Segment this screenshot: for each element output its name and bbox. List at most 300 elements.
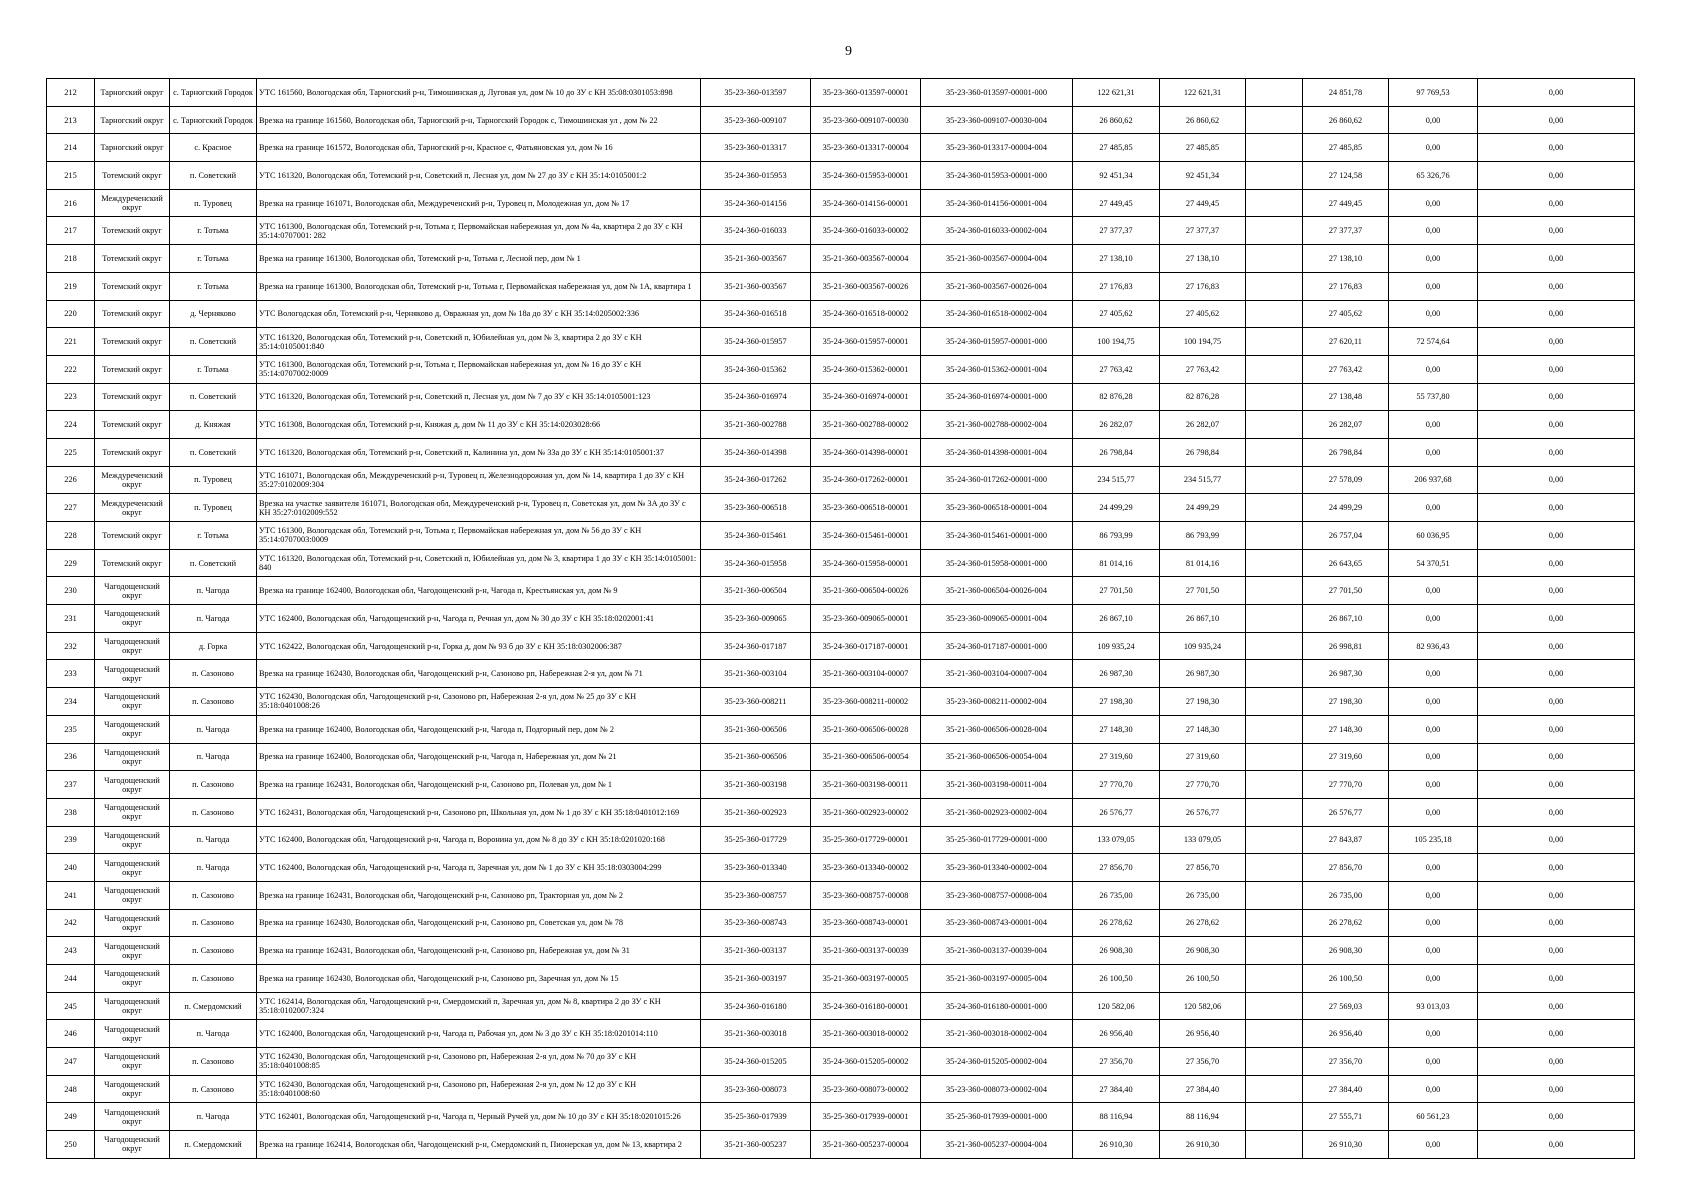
full-code-cell: 35-21-360-003567-00004-004 (921, 245, 1073, 273)
connection-address-cell: Врезка на участке заявителя 161071, Вологодская обл, Междуреченский р-н, Туровец п, Советская ул, дом № 3А до ЗУ с КН 35:27:0102009:552 (257, 494, 701, 522)
connection-address-cell: УТС 162400, Вологодская обл, Чагодощенский р-н, Чагода п, Речная ул, дом № 30 до ЗУ с КН 35:18:0202001:41 (257, 605, 701, 633)
object-code-cell: 35-23-360-008743 (701, 909, 811, 937)
object-code-cell: 35-21-360-002788 (701, 411, 811, 439)
empty-column-cell (1246, 245, 1303, 273)
municipal-district-cell: Чагодощенский округ (95, 1048, 170, 1076)
amount-part-2-cell: 0,00 (1389, 715, 1478, 743)
empty-column-cell (1246, 300, 1303, 328)
row-number-cell: 239 (47, 826, 95, 854)
amount-part-1-cell: 27 176,83 (1303, 272, 1389, 300)
connection-address-cell: УТС 162400, Вологодская обл, Чагодощенский р-н, Чагода п, Рабочая ул, дом № 3 до ЗУ с КН 35:18:0201014:110 (257, 1020, 701, 1048)
empty-column-cell (1246, 466, 1303, 494)
full-code-cell: 35-23-360-013597-00001-000 (921, 79, 1073, 107)
point-code-cell: 35-21-360-003137-00039 (811, 937, 921, 965)
amount-part-2-cell: 60 036,95 (1389, 522, 1478, 550)
amount-with-vat-cell: 26 860,62 (1160, 106, 1246, 134)
connection-address-cell: УТС 161320, Вологодская обл, Тотемский р-н, Советский п, Юбилейная ул, дом № 3, квартира 2 до ЗУ с КН 35:14:0105001:840 (257, 328, 701, 356)
row-number-cell: 233 (47, 660, 95, 688)
row-number-cell: 238 (47, 798, 95, 826)
municipal-district-cell: Тотемский округ (95, 272, 170, 300)
amount-part-1-cell: 27 124,58 (1303, 162, 1389, 190)
amount-part-2-cell: 0,00 (1389, 438, 1478, 466)
full-code-cell: 35-23-360-008073-00002-004 (921, 1075, 1073, 1103)
table-row (47, 494, 1635, 522)
total-amount-cell: 100 194,75 (1073, 328, 1160, 356)
connection-address-cell: Врезка на границе 162430, Вологодская обл, Чагодощенский р-н, Сазоново рп, Советская ул, дом № 78 (257, 909, 701, 937)
zero-amount-cell: 0,00 (1478, 715, 1635, 743)
point-code-cell: 35-24-360-016518-00002 (811, 300, 921, 328)
amount-with-vat-cell: 26 867,10 (1160, 605, 1246, 633)
connection-address-cell: УТС 161320, Вологодская обл, Тотемский р-н, Советский п, Лесная ул, дом № 27 до ЗУ с КН 35:14:0105001:2 (257, 162, 701, 190)
empty-column-cell (1246, 660, 1303, 688)
full-code-cell: 35-25-360-017729-00001-000 (921, 826, 1073, 854)
settlement-cell: п. Сазоново (170, 881, 257, 909)
amount-part-1-cell: 27 138,10 (1303, 245, 1389, 273)
empty-column-cell (1246, 771, 1303, 799)
settlement-cell: п. Сазоново (170, 771, 257, 799)
full-code-cell: 35-21-360-006504-00026-004 (921, 577, 1073, 605)
table-row (47, 688, 1635, 716)
point-code-cell: 35-24-360-017187-00001 (811, 632, 921, 660)
municipal-district-cell: Чагодощенский округ (95, 577, 170, 605)
row-number-cell: 212 (47, 79, 95, 107)
object-code-cell: 35-23-360-008073 (701, 1075, 811, 1103)
object-code-cell: 35-24-360-015958 (701, 549, 811, 577)
table-row (47, 660, 1635, 688)
object-code-cell: 35-21-360-003018 (701, 1020, 811, 1048)
full-code-cell: 35-24-360-014156-00001-004 (921, 189, 1073, 217)
amount-with-vat-cell: 26 956,40 (1160, 1020, 1246, 1048)
object-code-cell: 35-24-360-016180 (701, 992, 811, 1020)
row-number-cell: 217 (47, 217, 95, 245)
empty-column-cell (1246, 715, 1303, 743)
municipal-district-cell: Чагодощенский округ (95, 688, 170, 716)
object-code-cell: 35-21-360-006506 (701, 743, 811, 771)
full-code-cell: 35-21-360-006506-00054-004 (921, 743, 1073, 771)
point-code-cell: 35-23-360-013340-00002 (811, 854, 921, 882)
amount-part-1-cell: 27 555,71 (1303, 1103, 1389, 1131)
settlement-cell: п. Советский (170, 328, 257, 356)
zero-amount-cell: 0,00 (1478, 965, 1635, 993)
full-code-cell: 35-21-360-003018-00002-004 (921, 1020, 1073, 1048)
amount-part-1-cell: 26 956,40 (1303, 1020, 1389, 1048)
table-row (47, 992, 1635, 1020)
settlement-cell: п. Туровец (170, 189, 257, 217)
row-number-cell: 249 (47, 1103, 95, 1131)
connection-address-cell: УТС 161300, Вологодская обл, Тотемский р-н, Тотьма г, Первомайская набережная ул, дом № 16 до ЗУ с КН 35:14:0707002:0009 (257, 355, 701, 383)
row-number-cell: 242 (47, 909, 95, 937)
empty-column-cell (1246, 798, 1303, 826)
point-code-cell: 35-24-360-014398-00001 (811, 438, 921, 466)
row-number-cell: 214 (47, 134, 95, 162)
amount-with-vat-cell: 27 356,70 (1160, 1048, 1246, 1076)
amount-with-vat-cell: 27 138,10 (1160, 245, 1246, 273)
row-number-cell: 232 (47, 632, 95, 660)
amount-part-2-cell: 0,00 (1389, 355, 1478, 383)
municipal-district-cell: Тотемский округ (95, 217, 170, 245)
amount-part-2-cell: 0,00 (1389, 1075, 1478, 1103)
municipal-district-cell: Междуреченский округ (95, 494, 170, 522)
amount-with-vat-cell: 26 910,30 (1160, 1131, 1246, 1159)
object-code-cell: 35-23-360-013597 (701, 79, 811, 107)
total-amount-cell: 27 770,70 (1073, 771, 1160, 799)
connection-address-cell: УТС Вологодская обл, Тотемский р-н, Черняково д, Овражная ул, дом № 18а до ЗУ с КН 35:14:0205002:336 (257, 300, 701, 328)
empty-column-cell (1246, 438, 1303, 466)
total-amount-cell: 234 515,77 (1073, 466, 1160, 494)
table-row (47, 134, 1635, 162)
object-code-cell: 35-24-360-014156 (701, 189, 811, 217)
table-row (47, 909, 1635, 937)
settlement-cell: п. Сазоново (170, 965, 257, 993)
settlement-cell: д. Княжая (170, 411, 257, 439)
empty-column-cell (1246, 632, 1303, 660)
municipal-district-cell: Тотемский округ (95, 549, 170, 577)
table-row (47, 854, 1635, 882)
municipal-district-cell: Тотемский округ (95, 438, 170, 466)
row-number-cell: 220 (47, 300, 95, 328)
total-amount-cell: 27 356,70 (1073, 1048, 1160, 1076)
table-row (47, 300, 1635, 328)
total-amount-cell: 122 621,31 (1073, 79, 1160, 107)
empty-column-cell (1246, 355, 1303, 383)
amount-with-vat-cell: 27 319,60 (1160, 743, 1246, 771)
total-amount-cell: 92 451,34 (1073, 162, 1160, 190)
connection-address-cell: Врезка на границе 162414, Вологодская обл, Чагодощенский р-н, Смердомский п, Пионерская ул, дом № 13, квартира 2 (257, 1131, 701, 1159)
municipal-district-cell: Тотемский округ (95, 355, 170, 383)
amount-part-1-cell: 27 856,70 (1303, 854, 1389, 882)
total-amount-cell: 27 701,50 (1073, 577, 1160, 605)
amount-part-2-cell: 0,00 (1389, 411, 1478, 439)
settlement-cell: п. Сазоново (170, 688, 257, 716)
municipal-district-cell: Междуреченский округ (95, 189, 170, 217)
total-amount-cell: 26 576,77 (1073, 798, 1160, 826)
object-code-cell: 35-25-360-017729 (701, 826, 811, 854)
settlement-cell: г. Тотьма (170, 217, 257, 245)
point-code-cell: 35-24-360-017262-00001 (811, 466, 921, 494)
row-number-cell: 230 (47, 577, 95, 605)
object-code-cell: 35-23-360-009107 (701, 106, 811, 134)
settlement-cell: п. Туровец (170, 494, 257, 522)
settlement-cell: п. Сазоново (170, 1048, 257, 1076)
amount-part-2-cell: 93 013,03 (1389, 992, 1478, 1020)
total-amount-cell: 26 100,50 (1073, 965, 1160, 993)
object-code-cell: 35-23-360-006518 (701, 494, 811, 522)
settlement-cell: п. Смердомский (170, 992, 257, 1020)
municipal-district-cell: Тарногский округ (95, 134, 170, 162)
connection-address-cell: УТС 161320, Вологодская обл, Тотемский р-н, Советский п, Лесная ул, дом № 7 до ЗУ с КН 35:14:0105001:123 (257, 383, 701, 411)
total-amount-cell: 26 282,07 (1073, 411, 1160, 439)
municipal-district-cell: Чагодощенский округ (95, 605, 170, 633)
row-number-cell: 236 (47, 743, 95, 771)
amount-part-2-cell: 0,00 (1389, 660, 1478, 688)
municipal-district-cell: Чагодощенский округ (95, 854, 170, 882)
total-amount-cell: 120 582,06 (1073, 992, 1160, 1020)
point-code-cell: 35-23-360-008211-00002 (811, 688, 921, 716)
full-code-cell: 35-23-360-008743-00001-004 (921, 909, 1073, 937)
table-row (47, 1020, 1635, 1048)
total-amount-cell: 27 176,83 (1073, 272, 1160, 300)
point-code-cell: 35-21-360-006504-00026 (811, 577, 921, 605)
total-amount-cell: 27 405,62 (1073, 300, 1160, 328)
empty-column-cell (1246, 522, 1303, 550)
zero-amount-cell: 0,00 (1478, 245, 1635, 273)
zero-amount-cell: 0,00 (1478, 466, 1635, 494)
object-code-cell: 35-24-360-015362 (701, 355, 811, 383)
zero-amount-cell: 0,00 (1478, 328, 1635, 356)
connection-address-cell: УТС 161320, Вологодская обл, Тотемский р-н, Советский п, Юбилейная ул, дом № 3, квартира 1 до ЗУ с КН 35:14:0105001: 840 (257, 549, 701, 577)
amount-with-vat-cell: 234 515,77 (1160, 466, 1246, 494)
municipal-district-cell: Тотемский округ (95, 522, 170, 550)
point-code-cell: 35-24-360-016033-00002 (811, 217, 921, 245)
amount-part-2-cell: 0,00 (1389, 245, 1478, 273)
amount-with-vat-cell: 109 935,24 (1160, 632, 1246, 660)
point-code-cell: 35-23-360-013317-00004 (811, 134, 921, 162)
zero-amount-cell: 0,00 (1478, 162, 1635, 190)
connection-address-cell: Врезка на границе 162431, Вологодская обл, Чагодощенский р-н, Сазоново рп, Полевая ул, дом № 1 (257, 771, 701, 799)
amount-with-vat-cell: 27 449,45 (1160, 189, 1246, 217)
table-row (47, 79, 1635, 107)
table-row (47, 577, 1635, 605)
table-row (47, 549, 1635, 577)
empty-column-cell (1246, 134, 1303, 162)
object-code-cell: 35-21-360-002923 (701, 798, 811, 826)
amount-part-2-cell: 0,00 (1389, 1131, 1478, 1159)
connection-address-cell: Врезка на границе 162431, Вологодская обл, Чагодощенский р-н, Сазоново рп, Тракторная ул, дом № 2 (257, 881, 701, 909)
full-code-cell: 35-24-360-016974-00001-000 (921, 383, 1073, 411)
object-code-cell: 35-24-360-015953 (701, 162, 811, 190)
settlement-cell: п. Чагода (170, 1020, 257, 1048)
amount-with-vat-cell: 26 908,30 (1160, 937, 1246, 965)
row-number-cell: 215 (47, 162, 95, 190)
amount-part-2-cell: 0,00 (1389, 1020, 1478, 1048)
zero-amount-cell: 0,00 (1478, 494, 1635, 522)
amount-with-vat-cell: 133 079,05 (1160, 826, 1246, 854)
settlement-cell: п. Советский (170, 549, 257, 577)
total-amount-cell: 27 148,30 (1073, 715, 1160, 743)
amount-part-2-cell: 0,00 (1389, 577, 1478, 605)
amount-part-1-cell: 24 499,29 (1303, 494, 1389, 522)
amount-part-1-cell: 26 278,62 (1303, 909, 1389, 937)
amount-with-vat-cell: 27 763,42 (1160, 355, 1246, 383)
connection-address-cell: УТС 162400, Вологодская обл, Чагодощенский р-н, Чагода п, Заречная ул, дом № 1 до ЗУ с КН 35:18:0303004:299 (257, 854, 701, 882)
zero-amount-cell: 0,00 (1478, 106, 1635, 134)
total-amount-cell: 27 377,37 (1073, 217, 1160, 245)
amount-part-2-cell: 0,00 (1389, 909, 1478, 937)
row-number-cell: 223 (47, 383, 95, 411)
full-code-cell: 35-24-360-015461-00001-000 (921, 522, 1073, 550)
amount-with-vat-cell: 86 793,99 (1160, 522, 1246, 550)
amount-with-vat-cell: 24 499,29 (1160, 494, 1246, 522)
full-code-cell: 35-24-360-015362-00001-004 (921, 355, 1073, 383)
object-code-cell: 35-24-360-015205 (701, 1048, 811, 1076)
row-number-cell: 231 (47, 605, 95, 633)
point-code-cell: 35-21-360-006506-00054 (811, 743, 921, 771)
point-code-cell: 35-24-360-014156-00001 (811, 189, 921, 217)
municipal-district-cell: Тотемский округ (95, 162, 170, 190)
amount-part-1-cell: 27 377,37 (1303, 217, 1389, 245)
connection-address-cell: Врезка на границе 161560, Вологодская обл, Тарногский р-н, Тарногский Городок с, Тимошинская ул , дом № 22 (257, 106, 701, 134)
full-code-cell: 35-21-360-003567-00026-004 (921, 272, 1073, 300)
table-row (47, 217, 1635, 245)
total-amount-cell: 26 956,40 (1073, 1020, 1160, 1048)
total-amount-cell: 26 908,30 (1073, 937, 1160, 965)
full-code-cell: 35-24-360-017187-00001-000 (921, 632, 1073, 660)
zero-amount-cell: 0,00 (1478, 549, 1635, 577)
point-code-cell: 35-24-360-016974-00001 (811, 383, 921, 411)
zero-amount-cell: 0,00 (1478, 826, 1635, 854)
settlement-cell: п. Сазоново (170, 1075, 257, 1103)
connection-address-cell: УТС 162422, Вологодская обл, Чагодощенский р-н, Горка д, дом № 93 б до ЗУ с КН 35:18:0302006:387 (257, 632, 701, 660)
municipal-district-cell: Междуреченский округ (95, 466, 170, 494)
empty-column-cell (1246, 1020, 1303, 1048)
point-code-cell: 35-25-360-017729-00001 (811, 826, 921, 854)
empty-column-cell (1246, 937, 1303, 965)
full-code-cell: 35-21-360-002788-00002-004 (921, 411, 1073, 439)
full-code-cell: 35-21-360-005237-00004-004 (921, 1131, 1073, 1159)
row-number-cell: 240 (47, 854, 95, 882)
point-code-cell: 35-23-360-008743-00001 (811, 909, 921, 937)
amount-with-vat-cell: 27 148,30 (1160, 715, 1246, 743)
amount-part-1-cell: 26 908,30 (1303, 937, 1389, 965)
settlement-cell: п. Советский (170, 438, 257, 466)
object-code-cell: 35-24-360-017262 (701, 466, 811, 494)
amount-with-vat-cell: 27 770,70 (1160, 771, 1246, 799)
zero-amount-cell: 0,00 (1478, 411, 1635, 439)
point-code-cell: 35-21-360-002923-00002 (811, 798, 921, 826)
zero-amount-cell: 0,00 (1478, 688, 1635, 716)
empty-column-cell (1246, 106, 1303, 134)
connection-address-cell: УТС 161300, Вологодская обл, Тотемский р-н, Тотьма г, Первомайская набережная ул, дом № 56 до ЗУ с КН 35:14:0707003:0009 (257, 522, 701, 550)
amount-with-vat-cell: 27 405,62 (1160, 300, 1246, 328)
amount-with-vat-cell: 26 576,77 (1160, 798, 1246, 826)
amount-part-1-cell: 26 998,81 (1303, 632, 1389, 660)
full-code-cell: 35-24-360-015205-00002-004 (921, 1048, 1073, 1076)
total-amount-cell: 27 856,70 (1073, 854, 1160, 882)
connection-address-cell: Врезка на границе 161300, Вологодская обл, Тотемский р-н, Тотьма г, Лесной пер, дом № 1 (257, 245, 701, 273)
settlement-cell: п. Чагода (170, 577, 257, 605)
municipal-district-cell: Чагодощенский округ (95, 660, 170, 688)
row-number-cell: 248 (47, 1075, 95, 1103)
table-row (47, 328, 1635, 356)
municipal-district-cell: Чагодощенский округ (95, 937, 170, 965)
point-code-cell: 35-25-360-017939-00001 (811, 1103, 921, 1131)
total-amount-cell: 109 935,24 (1073, 632, 1160, 660)
amount-part-1-cell: 26 867,10 (1303, 605, 1389, 633)
registry-body (47, 79, 1635, 1159)
row-number-cell: 234 (47, 688, 95, 716)
connection-address-cell: УТС 161071, Вологодская обл, Междуреченский р-н, Туровец п, Железнодорожная ул, дом № 14, квартира 1 до ЗУ с КН 35:27:0102009:304 (257, 466, 701, 494)
settlement-cell: г. Тотьма (170, 522, 257, 550)
full-code-cell: 35-23-360-008757-00008-004 (921, 881, 1073, 909)
settlement-cell: п. Советский (170, 383, 257, 411)
connection-address-cell: УТС 162430, Вологодская обл, Чагодощенский р-н, Сазоново рп, Набережная 2-я ул, дом № 25 до ЗУ с КН 35:18:0401008:26 (257, 688, 701, 716)
point-code-cell: 35-24-360-015362-00001 (811, 355, 921, 383)
full-code-cell: 35-24-360-014398-00001-004 (921, 438, 1073, 466)
point-code-cell: 35-24-360-015958-00001 (811, 549, 921, 577)
point-code-cell: 35-24-360-015957-00001 (811, 328, 921, 356)
amount-part-2-cell: 206 937,68 (1389, 466, 1478, 494)
connection-address-cell: УТС 162401, Вологодская обл, Чагодощенский р-н, Чагода п, Черный Ручей ул, дом № 10 до ЗУ с КН 35:18:0201015:26 (257, 1103, 701, 1131)
point-code-cell: 35-23-360-009107-00030 (811, 106, 921, 134)
full-code-cell: 35-21-360-003198-00011-004 (921, 771, 1073, 799)
row-number-cell: 250 (47, 1131, 95, 1159)
table-row (47, 438, 1635, 466)
object-code-cell: 35-21-360-006506 (701, 715, 811, 743)
object-code-cell: 35-24-360-016518 (701, 300, 811, 328)
amount-part-2-cell: 0,00 (1389, 494, 1478, 522)
point-code-cell: 35-24-360-015461-00001 (811, 522, 921, 550)
zero-amount-cell: 0,00 (1478, 909, 1635, 937)
municipal-district-cell: Чагодощенский округ (95, 743, 170, 771)
table-row (47, 798, 1635, 826)
amount-part-2-cell: 0,00 (1389, 300, 1478, 328)
municipal-district-cell: Чагодощенский округ (95, 881, 170, 909)
total-amount-cell: 133 079,05 (1073, 826, 1160, 854)
empty-column-cell (1246, 688, 1303, 716)
zero-amount-cell: 0,00 (1478, 355, 1635, 383)
table-row (47, 383, 1635, 411)
connection-address-cell: Врезка на границе 162400, Вологодская обл, Чагодощенский р-н, Чагода п, Крестьянская ул, дом № 9 (257, 577, 701, 605)
amount-part-2-cell: 0,00 (1389, 854, 1478, 882)
amount-with-vat-cell: 26 798,84 (1160, 438, 1246, 466)
amount-part-1-cell: 26 735,00 (1303, 881, 1389, 909)
table-row (47, 355, 1635, 383)
row-number-cell: 237 (47, 771, 95, 799)
settlement-cell: п. Чагода (170, 826, 257, 854)
row-number-cell: 228 (47, 522, 95, 550)
zero-amount-cell: 0,00 (1478, 743, 1635, 771)
amount-part-2-cell: 0,00 (1389, 106, 1478, 134)
total-amount-cell: 27 485,85 (1073, 134, 1160, 162)
page-number: 9 (845, 44, 852, 59)
municipal-district-cell: Тотемский округ (95, 300, 170, 328)
empty-column-cell (1246, 965, 1303, 993)
connection-address-cell: УТС 161308, Вологодская обл, Тотемский р-н, Княжая д, дом № 11 до ЗУ с КН 35:14:0203028:66 (257, 411, 701, 439)
table-row (47, 965, 1635, 993)
amount-with-vat-cell: 26 987,30 (1160, 660, 1246, 688)
total-amount-cell: 27 384,40 (1073, 1075, 1160, 1103)
amount-part-1-cell: 26 100,50 (1303, 965, 1389, 993)
point-code-cell: 35-21-360-003567-00004 (811, 245, 921, 273)
municipal-district-cell: Тарногский округ (95, 79, 170, 107)
amount-with-vat-cell: 82 876,28 (1160, 383, 1246, 411)
empty-column-cell (1246, 1131, 1303, 1159)
amount-with-vat-cell: 27 384,40 (1160, 1075, 1246, 1103)
table-row (47, 1103, 1635, 1131)
zero-amount-cell: 0,00 (1478, 660, 1635, 688)
row-number-cell: 219 (47, 272, 95, 300)
amount-part-1-cell: 26 798,84 (1303, 438, 1389, 466)
table-row (47, 937, 1635, 965)
total-amount-cell: 81 014,16 (1073, 549, 1160, 577)
connection-address-cell: УТС 162400, Вологодская обл, Чагодощенский р-н, Чагода п, Воронина ул, дом № 8 до ЗУ с КН 35:18:0201020:168 (257, 826, 701, 854)
empty-column-cell (1246, 272, 1303, 300)
amount-with-vat-cell: 27 701,50 (1160, 577, 1246, 605)
amount-part-2-cell: 0,00 (1389, 798, 1478, 826)
object-code-cell: 35-21-360-003567 (701, 272, 811, 300)
table-row (47, 522, 1635, 550)
table-row (47, 743, 1635, 771)
connection-address-cell: Врезка на границе 162430, Вологодская обл, Чагодощенский р-н, Сазоново рп, Набережная 2-я ул, дом № 71 (257, 660, 701, 688)
zero-amount-cell: 0,00 (1478, 881, 1635, 909)
total-amount-cell: 82 876,28 (1073, 383, 1160, 411)
zero-amount-cell: 0,00 (1478, 1103, 1635, 1131)
total-amount-cell: 86 793,99 (1073, 522, 1160, 550)
amount-part-1-cell: 26 987,30 (1303, 660, 1389, 688)
zero-amount-cell: 0,00 (1478, 771, 1635, 799)
full-code-cell: 35-21-360-003137-00039-004 (921, 937, 1073, 965)
amount-part-1-cell: 26 910,30 (1303, 1131, 1389, 1159)
